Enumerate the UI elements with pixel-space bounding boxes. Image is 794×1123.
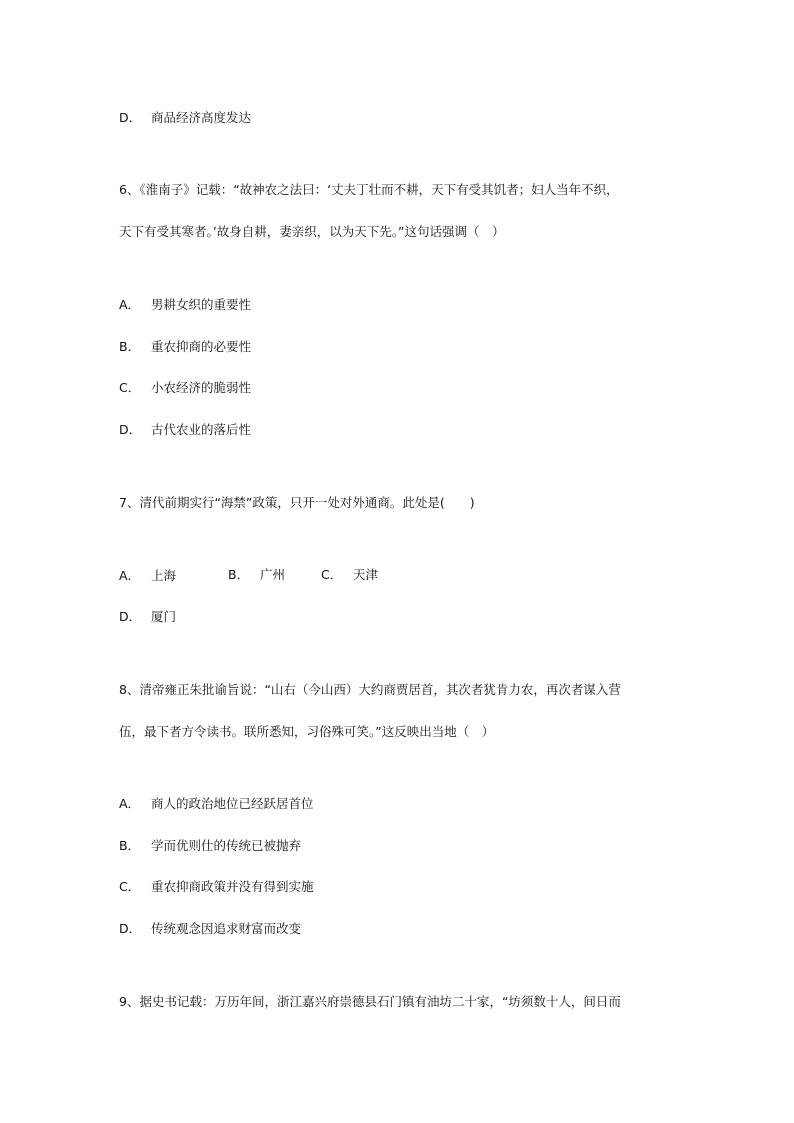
option-text: 重农抑商的必要性 — [151, 339, 252, 354]
q6-stem-line1: 6、《淮南子》记载：“故神农之法曰：‘丈夫丁壮而不耕，天下有受其饥者；妇人当年不织， — [119, 182, 619, 197]
option-text: 广州 — [260, 567, 286, 582]
option-text: 重农抑商政策并没有得到实施 — [151, 879, 314, 894]
option-text: 天津 — [353, 567, 379, 582]
q8-stem-line2: 伍，最下者方令读书。联所悉知，习俗殊可笑。”这反映出当地（ ） — [119, 724, 495, 739]
option-letter: C． — [321, 567, 343, 582]
q6-stem-line2: 天下有受其寒者。’故身自耕，妻亲织，以为天下先。”这句话强调（ ） — [119, 224, 505, 239]
option-letter: B． — [228, 567, 250, 582]
option-letter: C． — [119, 879, 141, 894]
option-letter: D． — [119, 110, 142, 125]
q8-option-b — [119, 837, 301, 855]
option-letter: A． — [119, 796, 141, 811]
q7-stem-line1: 7、清代前期实行“海禁”政策，只开一处对外通商。此处是( ) — [119, 495, 475, 510]
option-text: 学而优则仕的传统已被抛弃 — [151, 838, 302, 853]
option-text: 商品经济高度发达 — [151, 110, 252, 125]
option-text: 男耕女织的重要性 — [151, 297, 252, 312]
q5-option-d — [119, 109, 251, 127]
option-text: 传统观念因追求财富而改变 — [151, 921, 302, 936]
q6-option-a — [119, 296, 251, 314]
q9-stem-line1: 9、据史书记载：万历年间，浙江嘉兴府崇德县石门镇有油坊二十家，“坊须数十人，间日而 — [119, 994, 621, 1009]
option-text: 厦门 — [151, 609, 177, 624]
option-letter: D． — [119, 921, 142, 936]
option-letter: A． — [119, 568, 141, 583]
q8-option-d — [119, 920, 301, 938]
q8-option-a — [119, 795, 314, 813]
q8-option-c — [119, 878, 314, 896]
q7-option-d — [119, 608, 176, 626]
option-text: 商人的政治地位已经跃居首位 — [151, 796, 314, 811]
option-letter: D． — [119, 422, 142, 437]
q7-option-a — [119, 567, 176, 585]
q6-option-b — [119, 338, 251, 356]
q6-option-c — [119, 379, 251, 397]
option-letter: B． — [119, 838, 141, 853]
q7-option-b — [228, 566, 285, 584]
q7-option-c — [321, 566, 378, 584]
option-letter: C． — [119, 380, 141, 395]
option-text: 古代农业的落后性 — [151, 422, 252, 437]
option-text: 小农经济的脆弱性 — [151, 380, 252, 395]
option-letter: D． — [119, 609, 142, 624]
option-letter: A． — [119, 297, 141, 312]
q6-option-d — [119, 421, 251, 439]
option-letter: B． — [119, 339, 141, 354]
q8-stem-line1: 8、清帝雍正朱批谕旨说：“山右（今山西）大约商贾居首，其次者犹肯力农，再次者谋入营 — [119, 682, 621, 697]
option-text: 上海 — [151, 568, 177, 583]
